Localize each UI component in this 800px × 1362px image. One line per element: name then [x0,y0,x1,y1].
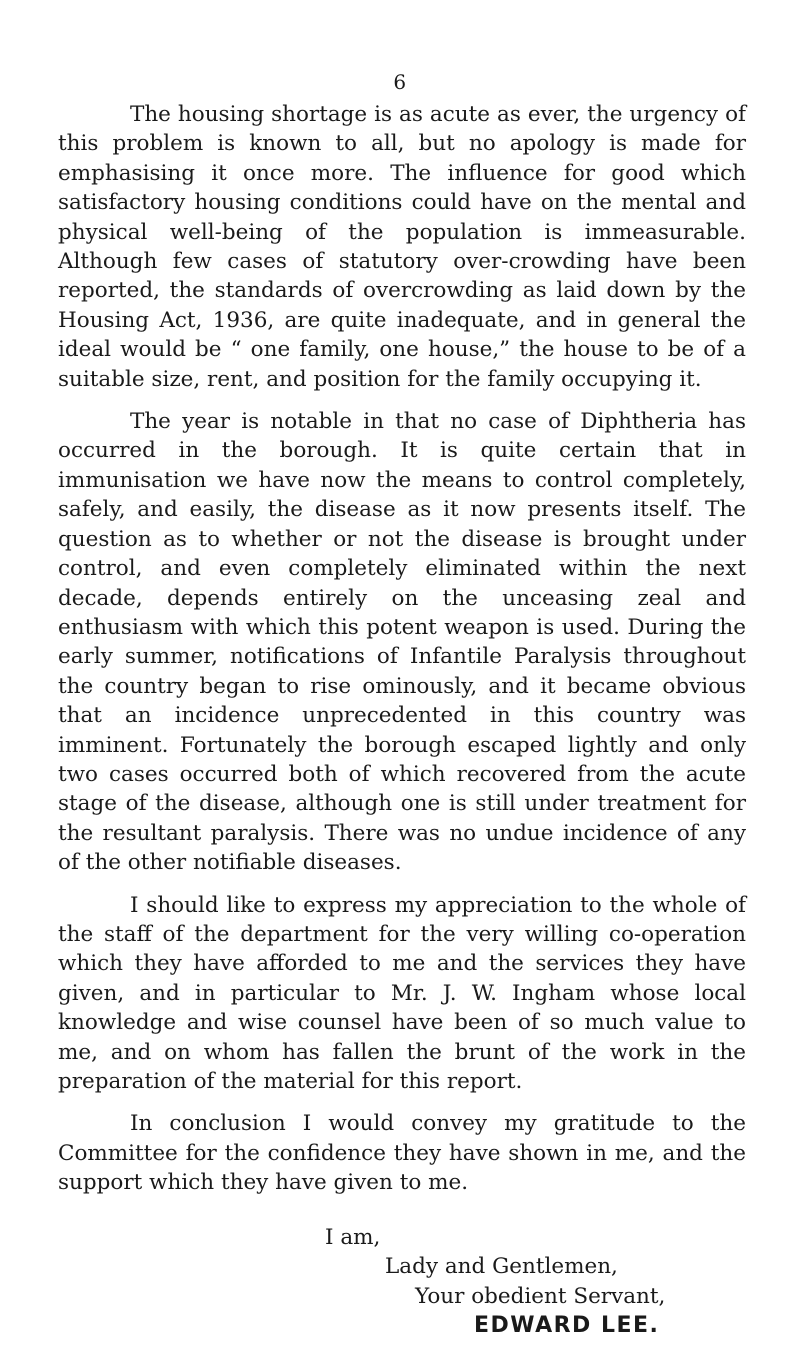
report-body [58,100,746,1211]
paragraph-diseases: The year is notable in that no case of Diphtheria has occurred in the borough. It is quite certain that in immunisation we have now the means to control completely, safely, and easily, the disease as it now presents itself. The question as to whether or not the disease is brought under control, and even completely eliminated within the next decade, depends entirely on the unceasing zeal and enthusiasm with which this potent weapon is used. During the early summer, notifications of Infantile Paralysis throughout the country began to rise ominously, and it became obvious that an incidence unprecedented in this country was imminent. Fortunately the borough escaped lightly and only two cases occurred both of which recovered from the acute stage of the disease, although one is still under treatment for the resultant paralysis. There was no undue incidence of any of the other notifiable diseases. [58,409,746,876]
signature: EDWARD LEE. [474,1313,660,1338]
page-number: 6 [393,70,407,94]
paragraph-conclusion: In conclusion I would convey my gratitude to the Committee for the confidence they have shown in me, and the support which they have given to me. [58,1111,746,1196]
closing-i-am: I am, [325,1225,381,1250]
paragraph-staff-appreciation: I should like to express my appreciation to the whole of the staff of the department for the very willing co-operation which they have afforded to me and the services they have given, and in particular to Mr. J. W. Ingham whose local knowledge and wise counsel have been of so much value to me, and on whom has fallen the brunt of the work in the preparation of the material for this report. [58,892,746,1094]
paragraph-housing: The housing shortage is as acute as ever, the urgency of this problem is known to all, but no apology is made for emphasising it once more. The influence for good which satisfactory housing conditions could have on the mental and physical well-being of the population is immeasurable. Although few cases of statutory over-crowding have been reported, the standards of overcrowding as laid down by the Housing Act, 1936, are quite inadequate, and in general the ideal would be “ one family, one house,” the house to be of a suitable size, rent, and position for the family occupying it. [58,102,746,392]
closing-salutation: Lady and Gentlemen, [385,1254,618,1279]
closing-servant: Your obedient Servant, [415,1284,666,1309]
